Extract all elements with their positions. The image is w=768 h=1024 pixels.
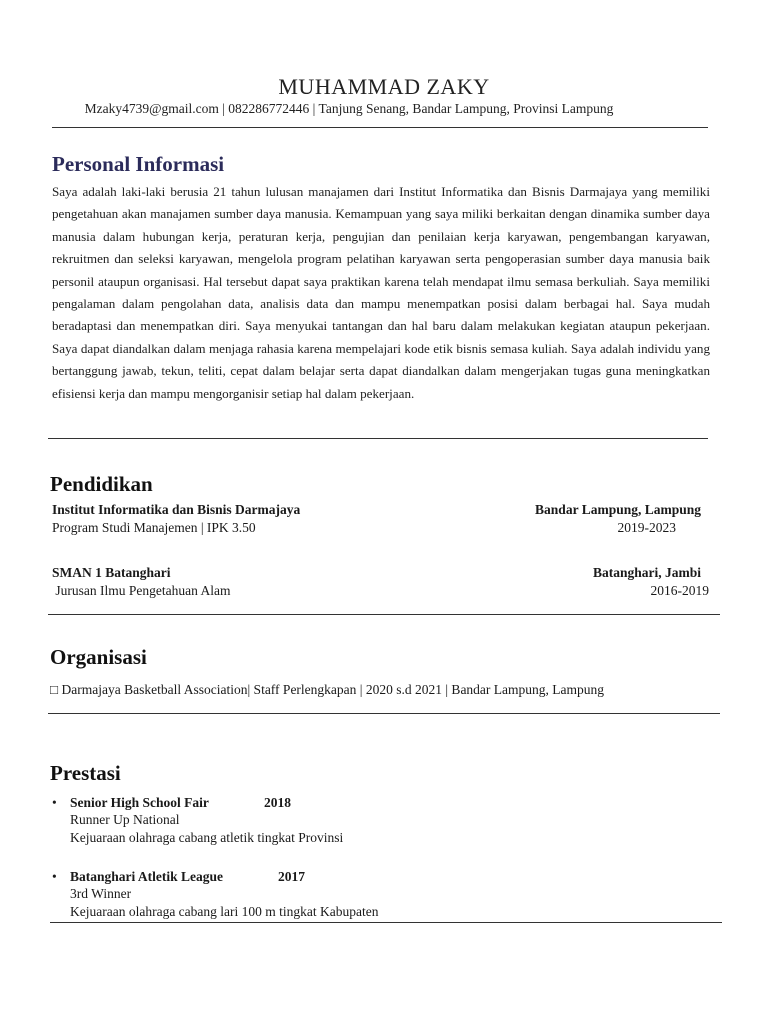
school-detail: Jurusan Ilmu Pengetahuan Alam <box>52 583 231 598</box>
achievement-title: Batanghari Atletik League <box>70 869 224 884</box>
school-name: Institut Informatika dan Bisnis Darmajaya <box>52 502 301 517</box>
education-heading: Pendidikan <box>50 472 153 496</box>
organization-entry <box>50 682 604 698</box>
school-period: 2019-2023 <box>617 520 676 535</box>
achievement-item <box>52 794 652 854</box>
achievement-year: 2017 <box>278 869 305 884</box>
organization-heading: Organisasi <box>50 645 147 669</box>
bullet-icon: • <box>52 795 57 810</box>
bullet-icon: • <box>52 869 57 884</box>
achievement-description: Kejuaraan olahraga cabang lari 100 m tingkat Kabupaten <box>70 904 379 919</box>
achievement-rank: 3rd Winner <box>70 886 132 901</box>
contact-line: Mzaky4739@gmail.com | 082286772446 | Tanjung Senang, Bandar Lampung, Provinsi Lampung <box>84 101 614 116</box>
achievements-divider <box>50 922 722 923</box>
achievements-heading: Prestasi <box>50 761 121 785</box>
school-period: 2016-2019 <box>650 583 709 598</box>
achievement-year: 2018 <box>264 795 291 810</box>
education-divider <box>48 614 720 615</box>
header-divider <box>52 127 708 128</box>
organization-divider <box>48 713 720 714</box>
organization-text: Darmajaya Basketball Association| Staff Perlengkapan | 2020 s.d 2021 | Bandar Lampung, Lampung <box>61 682 605 697</box>
achievement-description: Kejuaraan olahraga cabang atletik tingkat Provinsi <box>70 830 344 845</box>
school-name: SMAN 1 Batanghari <box>52 565 171 580</box>
personal-summary: Saya adalah laki-laki berusia 21 tahun lulusan manajamen dari Institut Informatika dan Bisnis Darmajaya yang memiliki pengetahuan akan manajamen sumber daya manusia. Kemampuan yang saya miliki berkaitan dengan dinamika sumber daya manusia dalam hubungan kerja, peraturan kerja, pengujian dan penilaian kerja karyawan, pengembangan karyawan, rekruitmen dan seleksi karyawan, mengelola program pelatihan karyawan serta pengoperasian sumber daya manusia baik personil ataupun organisasi. Hal tersebut dapat saya praktikan karena telah mendapat ilmu semasa berkuliah. Saya memiliki pengalaman dalam pengolahan data, analisis data dan mampu menempatkan posisi dalam berbagai hal. Saya mudah beradaptasi dan menempatkan diri. Saya menyukai tantangan dan hal baru dalam melakukan kegiatan ataupun pekerjaan. Saya dapat diandalkan dalam menjaga rahasia karena mempelajari kode etik bisnis semasa kuliah. Saya adalah individu yang bertanggung jawab, tekun, teliti, cepat dalam belajar serta dapat diandalkan dalam mengerjakan tugas guna meningkatkan efisiensi kerja dan mampu mengorganisir setiap hal dalam pekerjaan. <box>52 184 710 401</box>
checkbox-bullet-icon: □ <box>50 682 59 697</box>
candidate-name: MUHAMMAD ZAKY <box>278 74 490 99</box>
personal-divider <box>48 438 708 439</box>
achievement-rank: Runner Up National <box>70 812 180 827</box>
achievement-item <box>52 868 652 928</box>
personal-heading: Personal Informasi <box>52 152 225 176</box>
school-location: Bandar Lampung, Lampung <box>535 502 701 517</box>
education-entry <box>52 565 709 605</box>
school-location: Batanghari, Jambi <box>592 565 701 580</box>
school-detail: Program Studi Manajemen | IPK 3.50 <box>52 520 256 535</box>
achievement-title: Senior High School Fair <box>70 795 209 810</box>
education-entry <box>52 502 709 542</box>
